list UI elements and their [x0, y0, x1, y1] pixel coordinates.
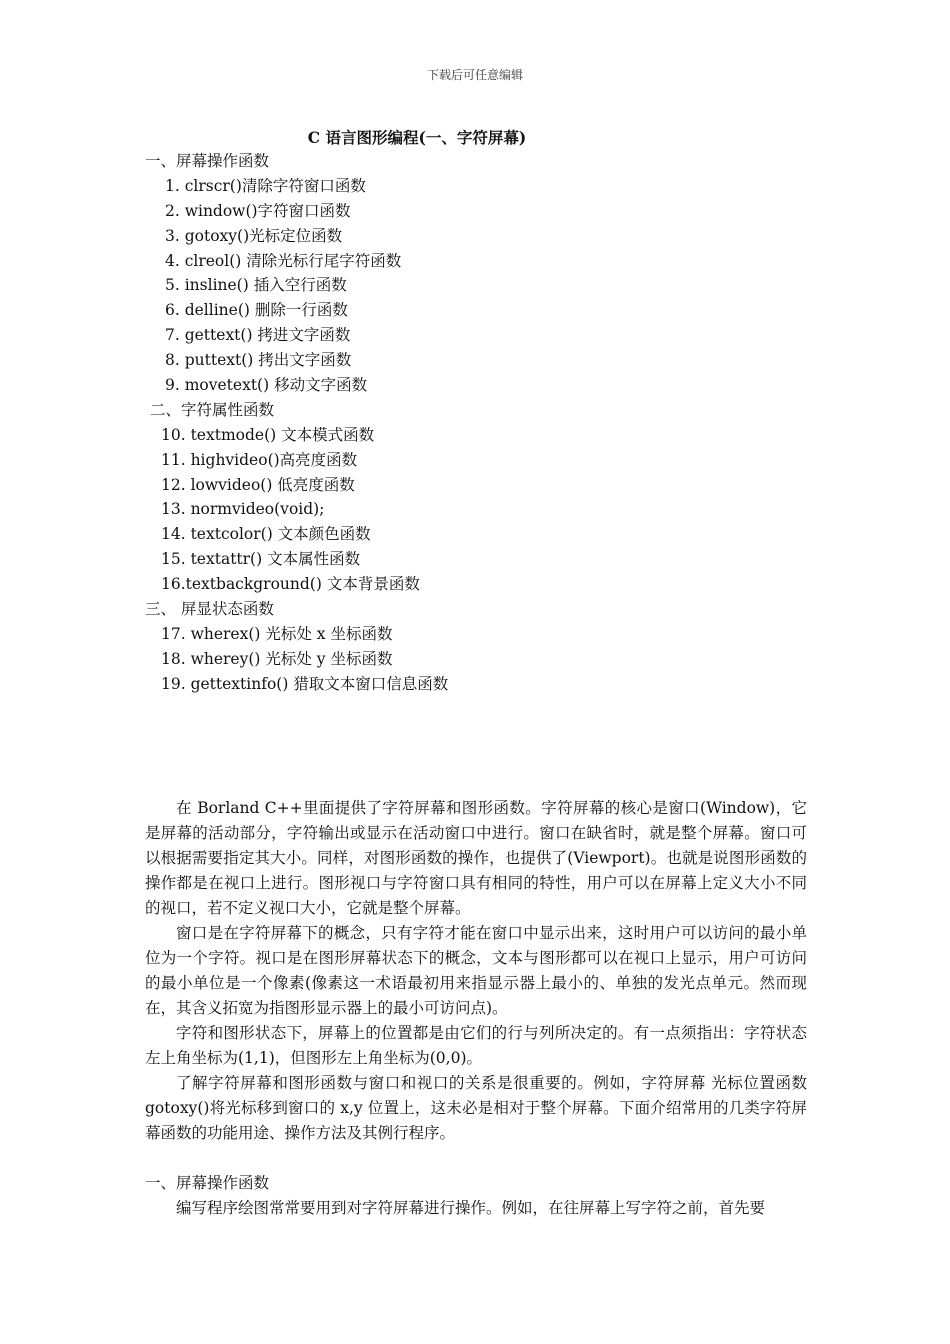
- list-item: 18. wherey() 光标处 y 坐标函数: [161, 649, 393, 668]
- list-item: 10. textmode() 文本模式函数: [161, 425, 375, 444]
- list-item: 1. clrscr()清除字符窗口函数: [165, 176, 366, 195]
- paragraph: 字符和图形状态下，屏幕上的位置都是由它们的行与列所决定的。有一点须指出：字符状态左上角坐标为(1,1)，但图形左上角坐标为(0,0)。: [145, 1024, 807, 1067]
- list-item: 17. wherex() 光标处 x 坐标函数: [161, 624, 393, 643]
- list-item: 7. gettext() 拷进文字函数: [165, 326, 351, 345]
- list-item: 11. highvideo()高亮度函数: [161, 450, 358, 469]
- section-heading: 一、屏幕操作函数: [145, 152, 270, 170]
- list-item: 12. lowvideo() 低亮度函数: [161, 475, 355, 494]
- body-text: [145, 796, 807, 1221]
- list-item: 3. gotoxy()光标定位函数: [165, 226, 343, 245]
- section-heading: 一、屏幕操作函数: [145, 1174, 270, 1192]
- list-item: 9. movetext() 移动文字函数: [165, 376, 368, 395]
- list-item: 19. gettextinfo() 猎取文本窗口信息函数: [161, 674, 449, 693]
- list-item: 2. window()字符窗口函数: [165, 201, 351, 220]
- paragraph: 编写程序绘图常常要用到对字符屏幕进行操作。例如，在往屏幕上写字符之前，首先要: [176, 1199, 766, 1217]
- paragraph: 了解字符屏幕和图形函数与窗口和视口的关系是很重要的。例如，字符屏幕 光标位置函数 gotoxy()将光标移到窗口的 x,y 位置上，这未必是相对于整个屏幕。下面介绍常用的几类字符屏幕函数的功能用途、操作方法及其例行程序。: [145, 1074, 807, 1142]
- list-item: 13. normvideo(void);: [161, 500, 325, 519]
- list-item: 5. insline() 插入空行函数: [165, 276, 347, 295]
- list-item: 14. textcolor() 文本颜色函数: [161, 525, 371, 544]
- list-item: 8. puttext() 拷出文字函数: [165, 351, 352, 370]
- section-heading: 二、字符属性函数: [150, 400, 275, 419]
- spacer: [145, 1146, 807, 1171]
- document-title: C 语言图形编程(一、字符屏幕): [307, 128, 527, 147]
- list-item: 6. delline() 删除一行函数: [165, 301, 348, 320]
- section-heading: 三、 屏显状态函数: [145, 600, 274, 619]
- list-item: 16.textbackground() 文本背景函数: [161, 575, 420, 594]
- paragraph: 窗口是在字符屏幕下的概念，只有字符才能在窗口中显示出来，这时用户可以访问的最小单位为一个字符。视口是在图形屏幕状态下的概念，文本与图形都可以在视口上显示，用户可访问的最小单位是一个像素(像素这一术语最初用来指显示器上最小的、单独的发光点单元。然而现在，其含义拓宽为指图形显示器上的最小可访问点)。: [145, 924, 807, 1017]
- list-item: 4. clreol() 清除光标行尾字符函数: [165, 251, 402, 270]
- list-item: 15. textattr() 文本属性函数: [161, 550, 361, 569]
- paragraph: 在 Borland C++里面提供了字符屏幕和图形函数。字符屏幕的核心是窗口(Window)，它是屏幕的活动部分，字符输出或显示在活动窗口中进行。窗口在缺省时，就是整个屏幕。窗口可以根据需要指定其大小。同样，对图形函数的操作，也提供了(Viewport)。也就是说图形函数的操作都是在视口上进行。图形视口与字符窗口具有相同的特性，用户可以在屏幕上定义大小不同的视口，若不定义视口大小，它就是整个屏幕。: [145, 799, 807, 917]
- function-list: [145, 149, 805, 697]
- page-header: 下载后可任意编辑: [426, 68, 523, 82]
